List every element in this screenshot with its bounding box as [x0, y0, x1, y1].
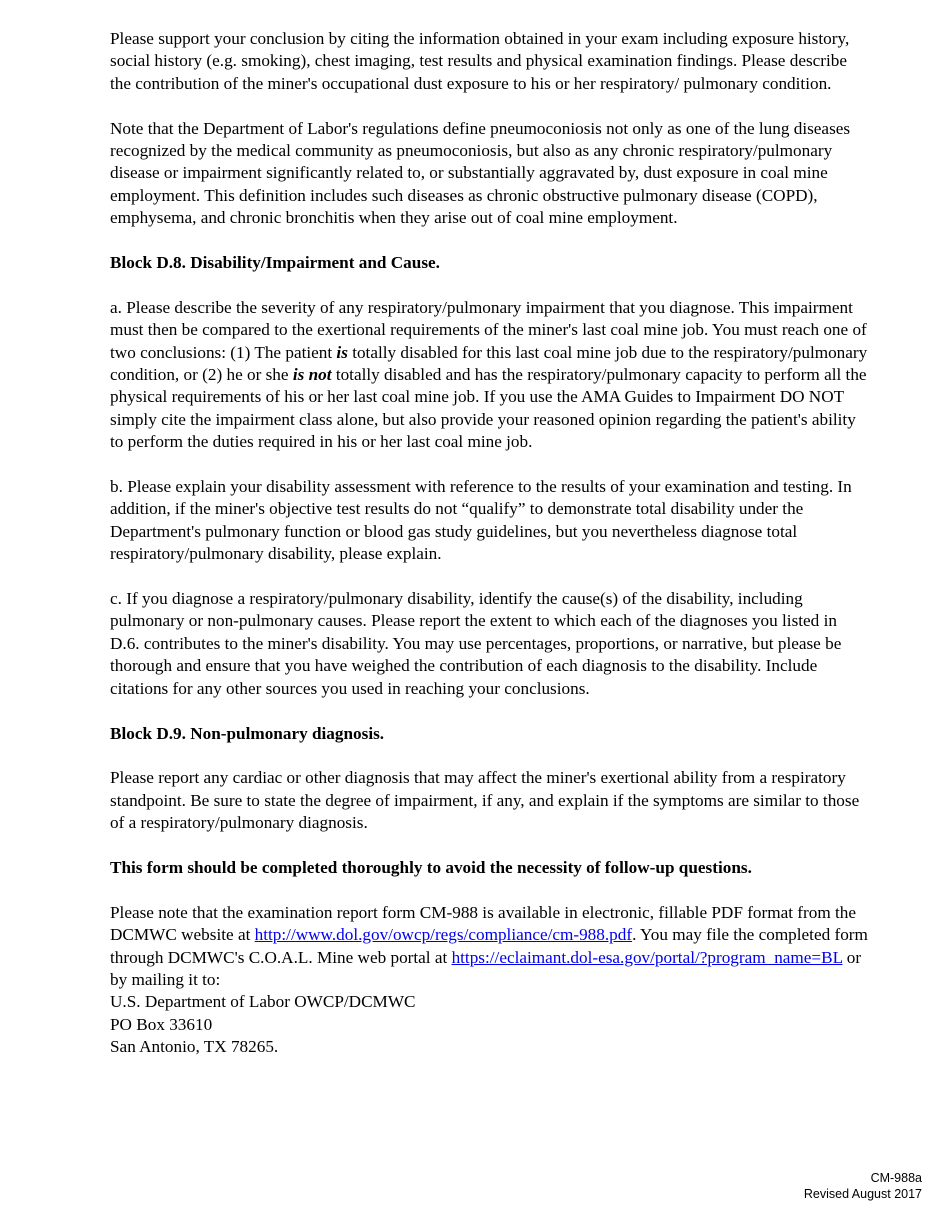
- emphasis-is-not: is not: [292, 365, 332, 385]
- cm988-pdf-link[interactable]: http://www.dol.gov/owcp/regs/compliance/cm-988.pdf: [254, 925, 633, 945]
- closing-text-3: or by mailing it to:: [110, 947, 862, 989]
- address-line-2: PO Box 33610: [110, 1014, 213, 1034]
- block-d8-heading: Block D.8. Disability/Impairment and Cause.: [110, 253, 440, 273]
- document-body: [110, 28, 870, 1059]
- block-d8-a-text-2: totally disabled for this last coal mine job due to the respiratory/pulmonary condition, or (2) he or she: [110, 342, 868, 385]
- block-d8-a-text-1: a. Please describe the severity of any respiratory/pulmonary impairment that you diagnose. This impairment must then be compared to the exertional requirements of the miner's last coal mine job. You must reach one of two conclusions: (1) The patient: [110, 297, 867, 362]
- address-line-3: San Antonio, TX 78265.: [110, 1037, 279, 1057]
- emphasis-is: is: [336, 342, 348, 362]
- block-d8-paragraph-a: [110, 297, 870, 454]
- coal-mine-portal-link[interactable]: https://eclaimant.dol-esa.gov/portal/?program_name=BL: [451, 947, 843, 967]
- page-footer: [804, 1170, 922, 1202]
- closing-text-2: . You may file the completed form through DCMWC's C.O.A.L. Mine web portal at: [110, 925, 868, 967]
- block-d8-paragraph-c: c. If you diagnose a respiratory/pulmonary disability, identify the cause(s) of the disability, including pulmonary or non-pulmonary causes. Please report the extent to which each of the diagnoses you listed in D.6. contributes to the miner's disability. You may use percentages, proportions, or narrative, but please be thorough and ensure that you have weighed the contribution of each diagnosis to the disability. Include citations for any other sources you used in reaching your conclusions.: [110, 589, 842, 698]
- block-d9-heading: Block D.9. Non-pulmonary diagnosis.: [110, 723, 385, 743]
- address-line-1: U.S. Department of Labor OWCP/DCMWC: [110, 992, 416, 1012]
- intro-paragraph-1: Please support your conclusion by citing the information obtained in your exam including exposure history, social history (e.g. smoking), chest imaging, test results and physical examination findings. Please describe the contribution of the miner's occupational dust exposure to his or her respiratory/ pulmonary condition.: [110, 29, 850, 93]
- closing-text-1: Please note that the examination report form CM-988 is available in electronic, fillable PDF format from the DCMWC website at: [110, 902, 857, 945]
- block-d9-paragraph: Please report any cardiac or other diagnosis that may affect the miner's exertional ability from a respiratory standpoint. Be sure to state the degree of impairment, if any, and explain if the symptoms are similar to those of a respiratory/pulmonary diagnosis.: [110, 768, 860, 833]
- closing-paragraph: [110, 902, 870, 1059]
- form-number: CM-988a: [870, 1171, 922, 1185]
- block-d8-a-text-3: totally disabled and has the respiratory/pulmonary capacity to perform all the physical requirements of his or her last coal mine job. If you use the AMA Guides to Impairment DO NOT simply cite the impairment class alone, but also provide your reasoned opinion regarding the patient's ability to perform the duties required in his or her last coal mine job.: [110, 365, 867, 452]
- completion-notice: This form should be completed thoroughly to avoid the necessity of follow-up questions.: [110, 857, 752, 877]
- revision-date: Revised August 2017: [803, 1187, 922, 1201]
- block-d8-paragraph-b: b. Please explain your disability assessment with reference to the results of your examination and testing. In addition, if the miner's objective test results do not “qualify” to demonstrate total disability under the Department's pulmonary function or blood gas study guidelines, but you nevertheless diagnose total respiratory/pulmonary disability, please explain.: [110, 477, 852, 564]
- intro-paragraph-2: Note that the Department of Labor's regulations define pneumoconiosis not only as one of the lung diseases recognized by the medical community as pneumoconiosis, but also as any chronic respiratory/pulmonary disease or impairment significantly related to, or substantially aggravated by, dust exposure in coal mine employment. This definition includes such diseases as chronic obstructive pulmonary disease (COPD), emphysema, and chronic bronchitis when they arise out of coal mine employment.: [110, 118, 851, 228]
